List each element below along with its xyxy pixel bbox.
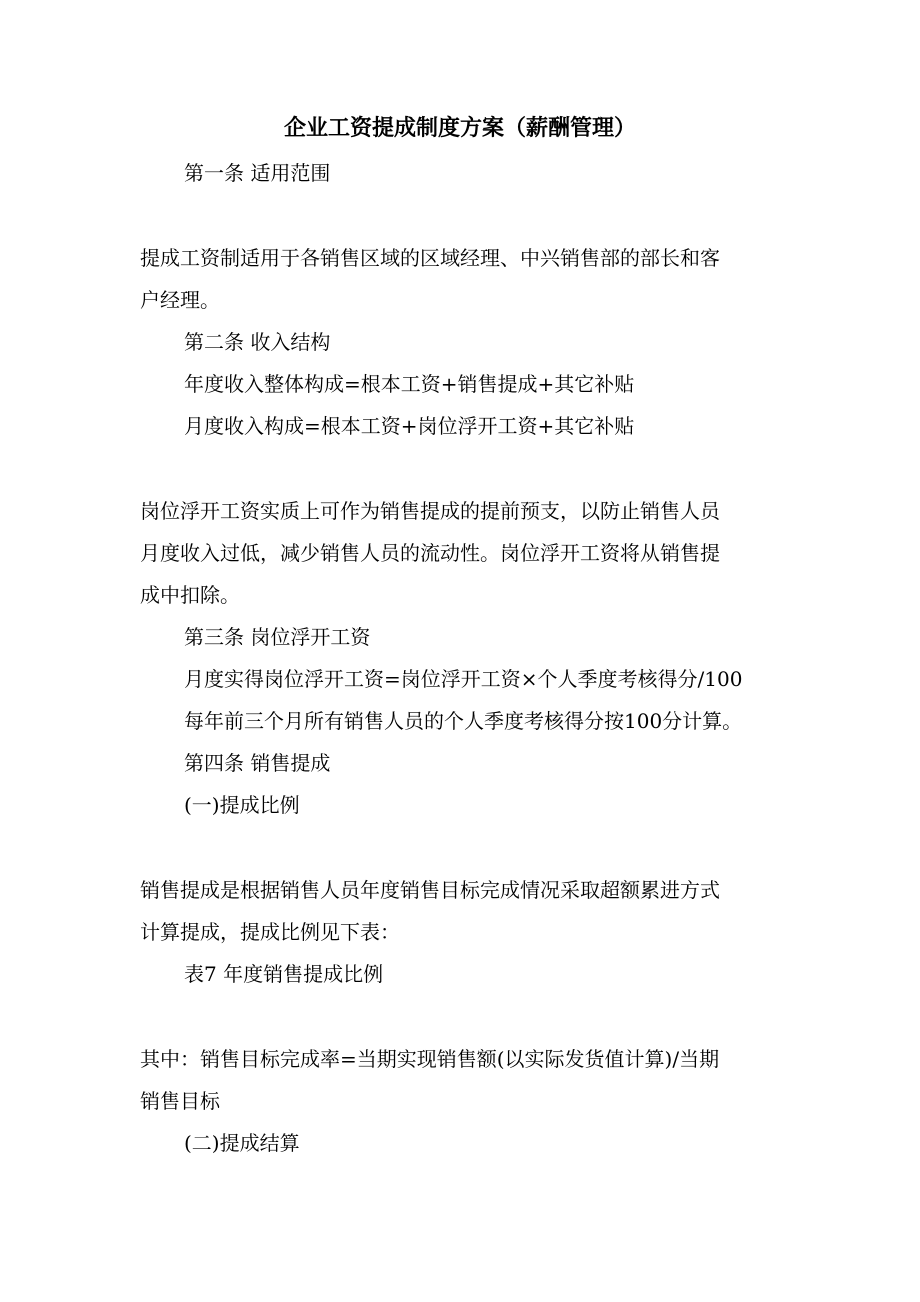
document-title: 企业工资提成制度方案（薪酬管理） xyxy=(283,115,636,141)
article2-note-line1: 岗位浮开工资实质上可作为销售提成的提前预支，以防止销售人员 xyxy=(140,499,720,523)
article4-body-line2: 计算提成，提成比例见下表： xyxy=(140,920,400,944)
article4-sub1-heading: (一)提成比例 xyxy=(184,793,300,817)
article2-note-line3: 成中扣除。 xyxy=(140,583,240,607)
article3-formula: 月度实得岗位浮开工资=岗位浮开工资×个人季度考核得分/100 xyxy=(184,667,743,691)
article1-body-line2: 户经理。 xyxy=(140,288,220,312)
rate-definition-line2: 销售目标 xyxy=(140,1089,220,1113)
article2-annual-income: 年度收入整体构成=根本工资+销售提成+其它补贴 xyxy=(184,372,635,396)
article1-heading: 第一条 适用范围 xyxy=(184,161,331,185)
article2-monthly-income: 月度收入构成=根本工资+岗位浮开工资+其它补贴 xyxy=(184,414,635,438)
article2-note-line2: 月度收入过低，减少销售人员的流动性。岗位浮开工资将从销售提 xyxy=(140,541,720,565)
article1-body-line1: 提成工资制适用于各销售区域的区域经理、中兴销售部的部长和客 xyxy=(140,246,720,270)
article4-heading: 第四条 销售提成 xyxy=(184,751,331,775)
article4-sub2-heading: (二)提成结算 xyxy=(184,1131,300,1155)
rate-definition-line1: 其中：销售目标完成率=当期实现销售额(以实际发货值计算)/当期 xyxy=(140,1047,720,1071)
table-caption: 表7 年度销售提成比例 xyxy=(184,962,384,986)
article3-note: 每年前三个月所有销售人员的个人季度考核得分按100分计算。 xyxy=(184,709,743,733)
article4-body-line1: 销售提成是根据销售人员年度销售目标完成情况采取超额累进方式 xyxy=(140,878,720,902)
article3-heading: 第三条 岗位浮开工资 xyxy=(184,625,371,649)
article2-heading: 第二条 收入结构 xyxy=(184,330,331,354)
